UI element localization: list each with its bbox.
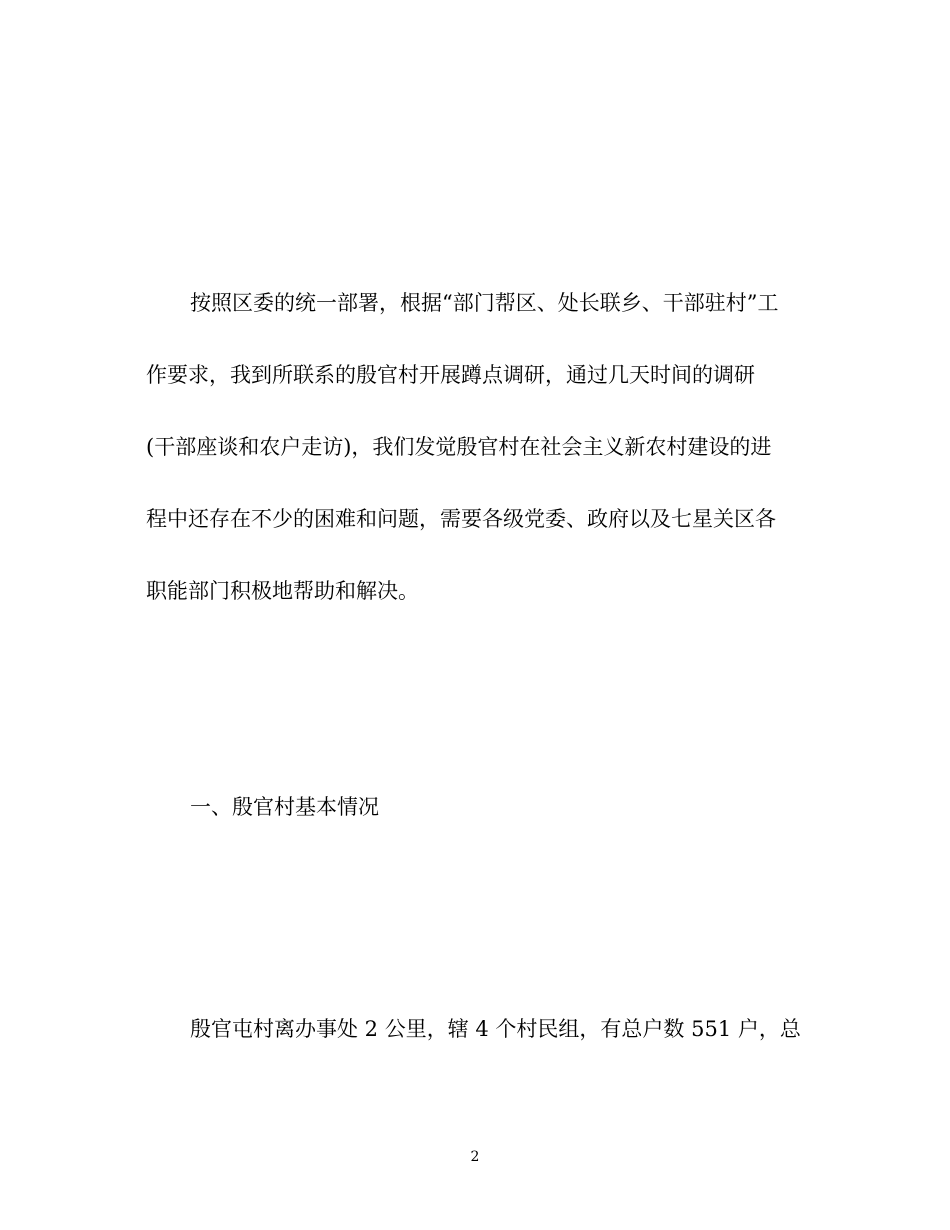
paragraph-1-line-3: (干部座谈和农户走访)，我们发觉殷官村在社会主义新农村建设的进 — [146, 435, 772, 459]
page-number: 2 — [470, 1149, 480, 1165]
paragraph-1-line-1: 按照区委的统一部署，根据“部门帮区、处长联乡、干部驻村”工 — [190, 291, 779, 315]
paragraph-1-line-5: 职能部门积极地帮助和解决。 — [146, 579, 419, 603]
paragraph-1-line-2: 作要求，我到所联系的殷官村开展蹲点调研，通过几天时间的调研 — [146, 363, 755, 387]
section-heading: 一、殷官村基本情况 — [190, 795, 379, 819]
paragraph-2-line-1: 殷官屯村离办事处 2 公里，辖 4 个村民组，有总户数 551 户，总 — [190, 1017, 801, 1041]
paragraph-1-line-4: 程中还存在不少的困难和问题，需要各级党委、政府以及七星关区各 — [146, 507, 776, 531]
